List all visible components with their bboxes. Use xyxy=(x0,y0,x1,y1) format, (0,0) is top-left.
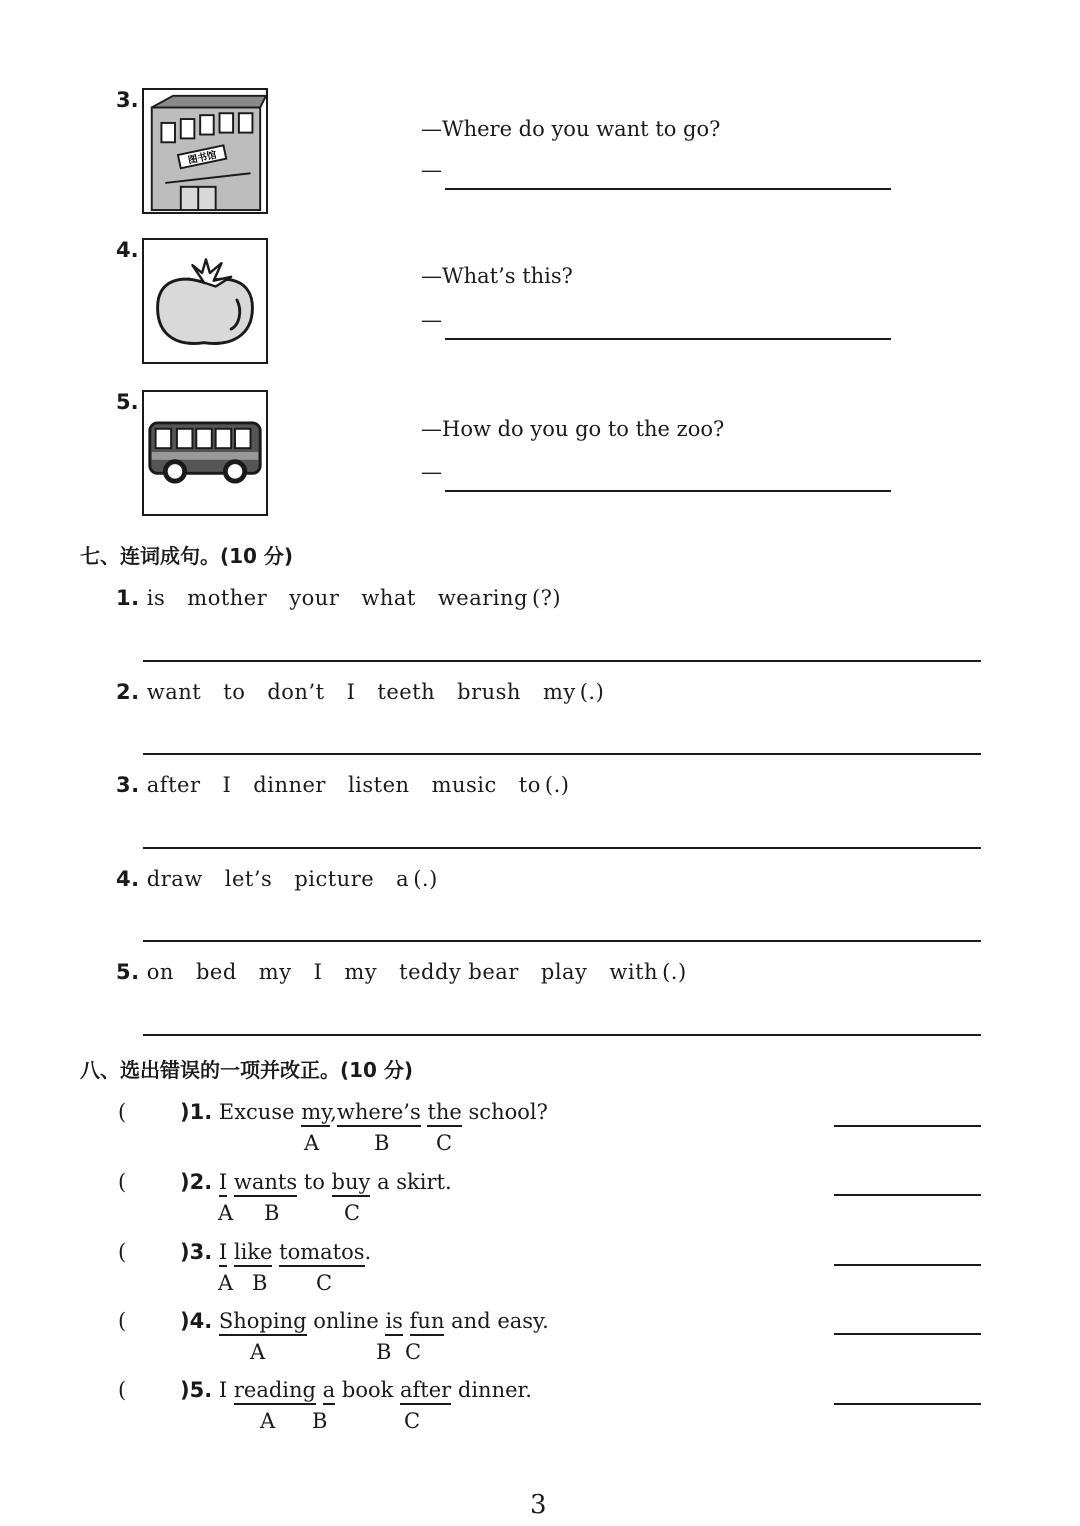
scrambled-word: wearing xyxy=(437,586,528,610)
option-label: B xyxy=(312,1409,328,1433)
scrambled-word: my xyxy=(542,680,576,704)
underlined-option: Shoping xyxy=(219,1309,307,1336)
scrambled-word: teeth xyxy=(377,680,436,704)
underlined-option: the xyxy=(427,1100,461,1127)
scrambled-word: music xyxy=(431,773,497,797)
underlined-option: tomatos xyxy=(279,1240,364,1267)
option-label: B xyxy=(374,1131,390,1155)
scrambled-word: play xyxy=(540,960,588,984)
sentence-text: school? xyxy=(461,1100,548,1124)
answer-prefix: — xyxy=(421,460,442,484)
sentence-answer-line[interactable] xyxy=(143,847,981,849)
word-order-item xyxy=(116,586,561,610)
word-order-item xyxy=(116,680,604,704)
option-label: C xyxy=(344,1201,361,1225)
option-label: A xyxy=(218,1271,234,1295)
error-sentence xyxy=(180,1309,549,1333)
underlined-option: reading xyxy=(234,1378,316,1405)
underlined-option: buy xyxy=(332,1170,371,1197)
correction-line[interactable] xyxy=(834,1264,981,1266)
underlined-option: a xyxy=(323,1378,336,1405)
punctuation-hint: (.) xyxy=(544,773,570,797)
sentence-text xyxy=(227,1170,234,1194)
library-sign-text: 图书馆 xyxy=(187,149,218,167)
sentence-answer-line[interactable] xyxy=(143,1034,981,1036)
underlined-option: I xyxy=(219,1170,227,1197)
question-number: 5. xyxy=(116,390,139,414)
answer-paren-open: ( xyxy=(118,1240,127,1264)
sentence-answer-line[interactable] xyxy=(143,660,981,662)
underlined-option: I xyxy=(219,1240,227,1267)
option-label: A xyxy=(250,1340,266,1364)
option-label: A xyxy=(304,1131,320,1155)
question-text: —Where do you want to go? xyxy=(421,117,721,141)
sentence-answer-line[interactable] xyxy=(143,940,981,942)
sentence-text: book xyxy=(335,1378,401,1402)
sentence-text: I xyxy=(218,1378,234,1402)
scrambled-word: I xyxy=(313,960,323,984)
punctuation-hint: (.) xyxy=(662,960,687,984)
item-number: 3. xyxy=(116,773,140,797)
scrambled-word: brush xyxy=(457,680,521,704)
item-number: )2. xyxy=(180,1170,213,1194)
bus-image xyxy=(142,390,268,516)
sentence-text: a skirt. xyxy=(370,1170,452,1194)
underlined-option: after xyxy=(400,1378,451,1405)
item-number: )4. xyxy=(180,1309,213,1333)
scrambled-word: a xyxy=(396,867,410,891)
scrambled-word: draw xyxy=(146,867,203,891)
punctuation-hint: (.) xyxy=(413,867,438,891)
scrambled-word: your xyxy=(289,586,340,610)
scrambled-word: my xyxy=(344,960,378,984)
option-label: C xyxy=(404,1409,421,1433)
scrambled-word: picture xyxy=(294,867,375,891)
option-label: B xyxy=(264,1201,280,1225)
sentence-text: . xyxy=(364,1240,372,1264)
question-text: —What’s this? xyxy=(421,264,573,288)
answer-paren-open: ( xyxy=(118,1170,127,1194)
library-building-image xyxy=(142,88,268,214)
scrambled-word: on xyxy=(146,960,174,984)
correction-line[interactable] xyxy=(834,1125,981,1127)
underlined-option: fun xyxy=(410,1309,445,1336)
scrambled-word: I xyxy=(222,773,232,797)
error-sentence xyxy=(180,1100,548,1124)
question-number: 4. xyxy=(116,238,139,262)
question-number: 3. xyxy=(116,88,139,112)
word-order-item xyxy=(116,867,438,891)
sentence-text: and easy. xyxy=(444,1309,549,1333)
sentence-text xyxy=(403,1309,410,1333)
punctuation-hint: (?) xyxy=(531,586,562,610)
answer-line[interactable] xyxy=(445,188,891,190)
punctuation-hint: (.) xyxy=(579,680,605,704)
underlined-option: wants xyxy=(234,1170,297,1197)
scrambled-word: listen xyxy=(347,773,410,797)
scrambled-word: teddy bear xyxy=(399,960,519,984)
scrambled-word: don’t xyxy=(267,680,325,704)
sentence-text xyxy=(316,1378,323,1402)
scrambled-word: what xyxy=(361,586,416,610)
scrambled-word: dinner xyxy=(253,773,326,797)
sentence-text: dinner. xyxy=(451,1378,532,1402)
scrambled-word: mother xyxy=(187,586,268,610)
error-sentence xyxy=(180,1170,452,1194)
scrambled-word: my xyxy=(258,960,292,984)
item-number: )3. xyxy=(180,1240,213,1264)
scrambled-word: bed xyxy=(195,960,237,984)
item-number: )5. xyxy=(180,1378,213,1402)
error-sentence xyxy=(180,1378,532,1402)
scrambled-word: want xyxy=(146,680,202,704)
error-sentence xyxy=(180,1240,371,1264)
scrambled-word: is xyxy=(146,586,166,610)
word-order-item xyxy=(116,960,687,984)
scrambled-word: after xyxy=(146,773,201,797)
tomato-image xyxy=(142,238,268,364)
correction-line[interactable] xyxy=(834,1333,981,1335)
correction-line[interactable] xyxy=(834,1403,981,1405)
answer-line[interactable] xyxy=(445,338,891,340)
sentence-text: online xyxy=(306,1309,386,1333)
sentence-text: to xyxy=(297,1170,332,1194)
scrambled-word: I xyxy=(346,680,356,704)
item-number: 2. xyxy=(116,680,140,704)
underlined-option: like xyxy=(234,1240,273,1267)
item-number: )1. xyxy=(180,1100,213,1124)
answer-prefix: — xyxy=(421,308,442,332)
item-number: 5. xyxy=(116,960,140,984)
underlined-option: is xyxy=(385,1309,403,1336)
option-label: C xyxy=(405,1340,422,1364)
correction-line[interactable] xyxy=(834,1194,981,1196)
underlined-option: where’s xyxy=(337,1100,421,1127)
scrambled-word: to xyxy=(223,680,246,704)
sentence-answer-line[interactable] xyxy=(143,753,981,755)
answer-paren-open: ( xyxy=(118,1309,127,1333)
word-order-item xyxy=(116,773,569,797)
scrambled-word: let’s xyxy=(224,867,273,891)
sentence-text xyxy=(227,1240,234,1264)
scrambled-word: to xyxy=(518,773,541,797)
answer-prefix: — xyxy=(421,158,442,182)
item-number: 4. xyxy=(116,867,140,891)
option-label: C xyxy=(316,1271,333,1295)
answer-paren-open: ( xyxy=(118,1100,127,1124)
section-7-title: 七、连词成句。(10 分) xyxy=(80,544,294,568)
option-label: A xyxy=(218,1201,234,1225)
answer-paren-open: ( xyxy=(118,1378,127,1402)
sentence-text: Excuse xyxy=(218,1100,302,1124)
sentence-text: , xyxy=(330,1100,337,1124)
answer-line[interactable] xyxy=(445,490,891,492)
item-number: 1. xyxy=(116,586,140,610)
page-number: 3 xyxy=(530,1490,547,1520)
option-label: B xyxy=(376,1340,392,1364)
option-label: B xyxy=(252,1271,268,1295)
option-label: C xyxy=(436,1131,453,1155)
section-8-title: 八、选出错误的一项并改正。(10 分) xyxy=(80,1058,414,1082)
underlined-option: my xyxy=(301,1100,330,1127)
question-text: —How do you go to the zoo? xyxy=(421,417,725,441)
scrambled-word: with xyxy=(609,960,659,984)
option-label: A xyxy=(260,1409,276,1433)
